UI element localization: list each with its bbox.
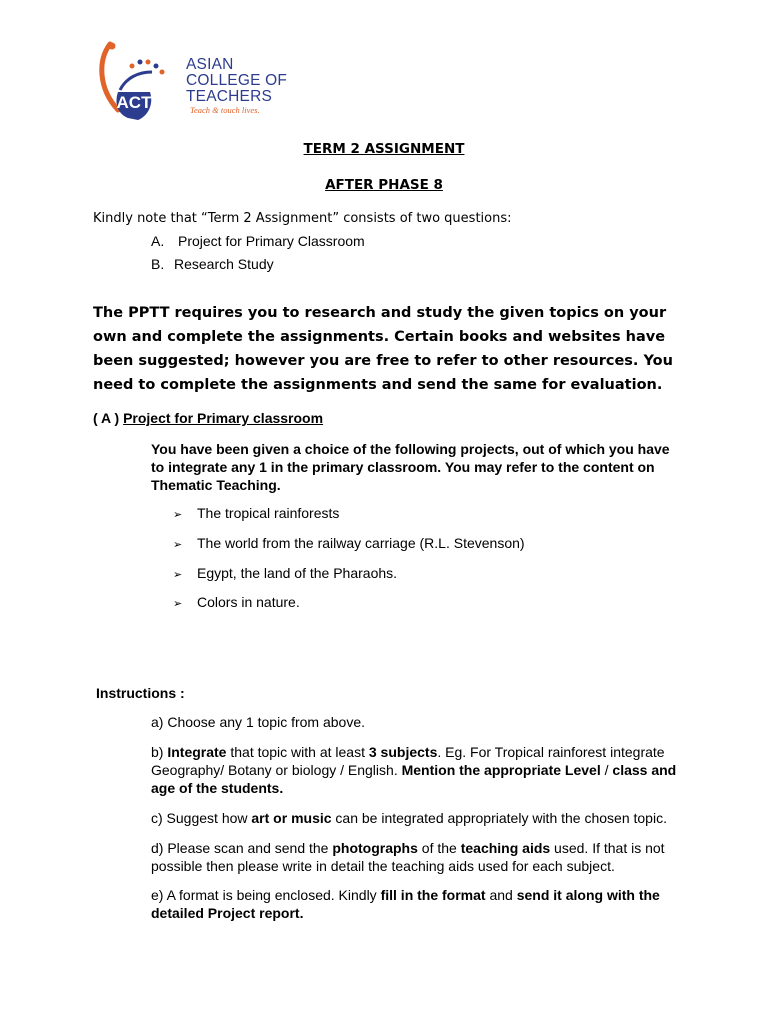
instruction-text: / <box>600 762 613 778</box>
list-item <box>173 594 300 610</box>
instruction-text: that topic with at least <box>226 744 369 760</box>
list-item <box>173 565 397 581</box>
arrow-bullet-icon: ➢ <box>173 539 183 551</box>
pptt-paragraph: The PPTT requires you to research and study the given topics on your own and complete the assignments. Certain books and websites have been suggested; however you are free to refer to other resources. You need to complete the assignments and send the same for evaluation. <box>93 305 673 393</box>
section-a-prefix: ( A ) <box>93 410 120 426</box>
question-item-a <box>151 233 365 249</box>
logo-name-line1: ASIAN <box>186 56 234 73</box>
logo-name-line2: COLLEGE OF <box>186 72 288 89</box>
instruction-e <box>151 886 681 922</box>
page-subtitle: AFTER PHASE 8 <box>325 177 443 193</box>
instructions-label: Instructions : <box>96 685 185 701</box>
question-label: Research Study <box>174 256 274 272</box>
question-label: Project for Primary Classroom <box>178 233 365 249</box>
instruction-text: . Eg. For Tropical rainforest integrate Geography/ Botany or biology / English. <box>151 744 665 778</box>
act-emblem-icon <box>88 38 188 128</box>
list-item <box>173 535 525 551</box>
intro-text: Kindly note that “Term 2 Assignment” consists of two questions: <box>93 211 512 226</box>
instruction-d <box>151 839 681 875</box>
instruction-emphasis: Mention the appropriate Level <box>401 762 601 778</box>
college-logo <box>88 38 308 128</box>
instruction-text: used. If that is not possible then please write in detail the teaching aids used for each subject. <box>151 840 665 874</box>
logo-wordmark <box>186 57 287 116</box>
instruction-a: a) Choose any 1 topic from above. <box>151 714 366 730</box>
question-marker: B. <box>151 256 165 272</box>
list-item <box>173 505 339 521</box>
logo-name-line3: TEACHERS <box>186 88 273 105</box>
topic-text: The world from the railway carriage (R.L. Stevenson) <box>197 535 525 551</box>
instruction-emphasis: Integrate <box>167 744 227 760</box>
section-a-description: You have been given a choice of the following projects, out of which you have to integrate any 1 in the primary classroom. You may refer to the content on Thematic Teaching. <box>151 441 670 493</box>
instruction-text: of the <box>417 840 461 856</box>
instruction-text: and <box>485 887 517 903</box>
instruction-emphasis: 3 subjects <box>368 744 438 760</box>
section-a-title: Project for Primary classroom <box>123 410 324 426</box>
topic-text: Colors in nature. <box>197 594 300 610</box>
instruction-text: e) A format is being enclosed. Kindly <box>151 887 381 903</box>
instruction-emphasis: art or music <box>251 810 332 826</box>
logo-tagline: Teach & touch lives. <box>190 105 260 115</box>
instruction-c <box>151 809 681 827</box>
logo-badge: ACT <box>116 93 152 112</box>
arrow-bullet-icon: ➢ <box>173 569 183 581</box>
instruction-emphasis: send it along with the detailed Project report. <box>151 887 660 921</box>
arrow-bullet-icon: ➢ <box>173 509 183 521</box>
instruction-text: b) <box>151 744 168 760</box>
page-title: TERM 2 ASSIGNMENT <box>303 141 465 157</box>
arrow-bullet-icon: ➢ <box>173 598 183 610</box>
instruction-b <box>151 743 681 797</box>
instruction-text: d) Please scan and send the <box>151 840 333 856</box>
topic-text: The tropical rainforests <box>197 505 340 521</box>
instruction-emphasis: photographs <box>332 840 418 856</box>
section-a-heading <box>93 410 323 426</box>
instruction-emphasis: class and age of the students. <box>151 762 677 796</box>
instruction-text: can be integrated appropriately with the chosen topic. <box>331 810 667 826</box>
question-marker: A. <box>151 233 165 249</box>
question-item-b <box>151 256 274 272</box>
topic-text: Egypt, the land of the Pharaohs. <box>197 565 398 581</box>
instruction-emphasis: fill in the format <box>380 887 486 903</box>
instruction-emphasis: teaching aids <box>460 840 551 856</box>
instruction-text: c) Suggest how <box>151 810 252 826</box>
